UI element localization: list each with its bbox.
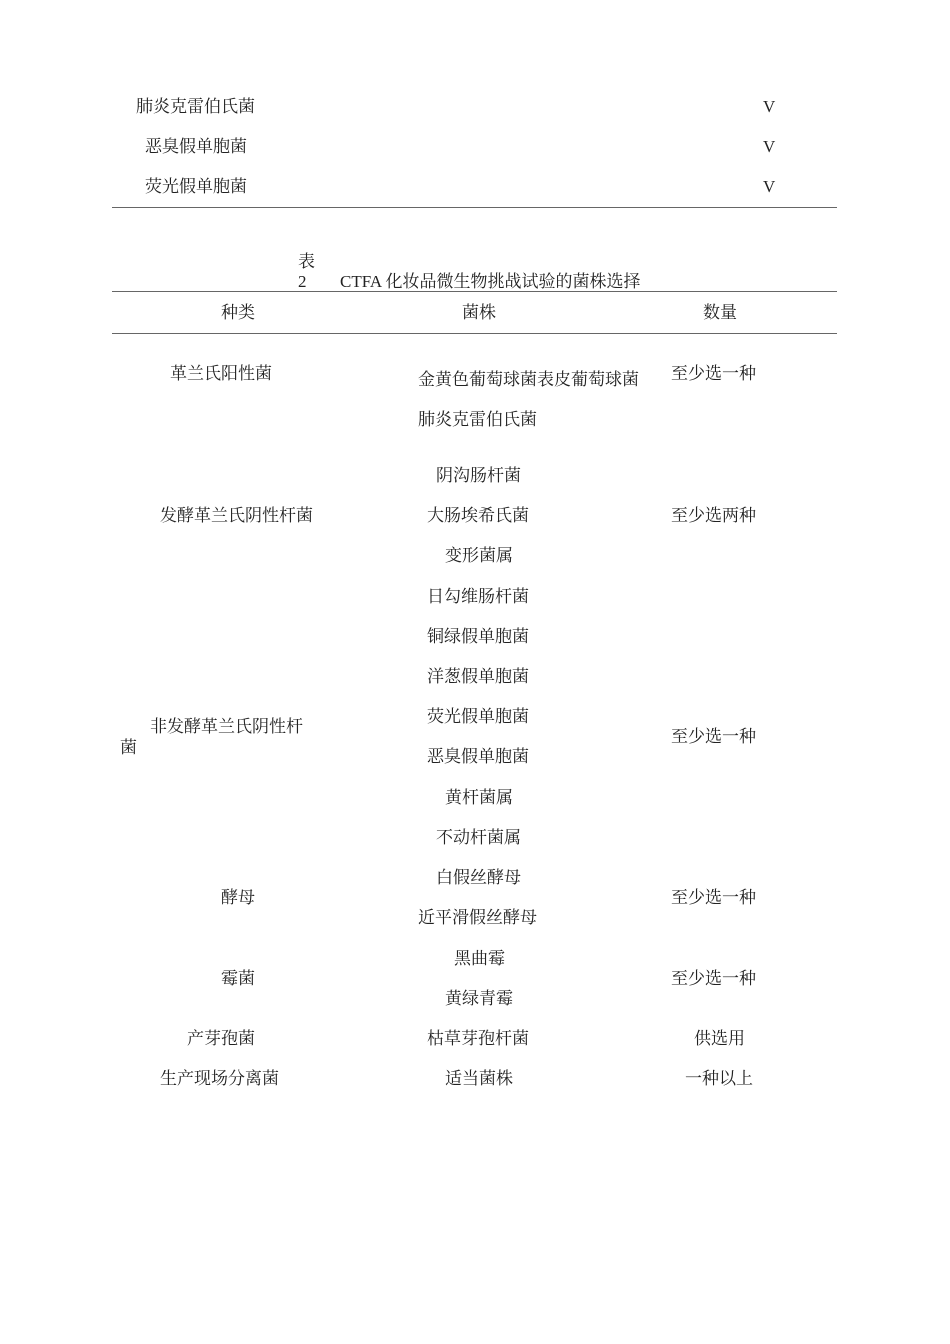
strain-cell: 适当菌株: [445, 1069, 513, 1089]
strain-cell: 荧光假单胞菌: [427, 707, 529, 727]
category-cell: 酵母: [221, 888, 255, 908]
category-cell: 霉菌: [221, 969, 255, 989]
quantity-cell: 至少选两种: [671, 506, 756, 526]
quantity-cell: 至少选一种: [671, 969, 756, 989]
strain-cell: 近平滑假丝酵母: [418, 908, 537, 928]
category-cell: 产芽孢菌: [187, 1029, 255, 1049]
strain-cell: 金黄色葡萄球菌表皮葡萄球菌: [418, 370, 639, 390]
strain-cell: 黄绿青霉: [445, 989, 513, 1009]
quantity-cell: 供选用: [694, 1029, 745, 1049]
quantity-cell: 至少选一种: [671, 727, 756, 747]
category-cell: 生产现场分离菌: [160, 1069, 279, 1089]
strain-cell: 大肠埃希氏菌: [427, 506, 529, 526]
quantity-cell: 至少选一种: [671, 888, 756, 908]
caption-number: 2: [298, 272, 307, 291]
category-cell-line2: 菌: [120, 738, 137, 758]
top-row-2-name: 恶臭假单胞菌: [145, 137, 247, 157]
header-quantity: 数量: [703, 303, 737, 323]
top-row-3-mark: V: [763, 177, 776, 196]
header-category: 种类: [221, 303, 255, 323]
caption-title: CTFA 化妆品微生物挑战试验的菌株选择: [340, 272, 641, 291]
top-row-1-mark: V: [763, 97, 776, 116]
top-table-bottom-rule: [112, 207, 837, 208]
top-row-3-name: 荧光假单胞菌: [145, 177, 247, 197]
strain-cell: 日勾维肠杆菌: [427, 587, 529, 607]
category-cell: 发酵革兰氏阴性杆菌: [160, 506, 313, 526]
strain-cell: 白假丝酵母: [436, 868, 521, 888]
quantity-cell: 至少选一种: [671, 364, 756, 384]
table2-header-rule: [112, 333, 837, 334]
table2-top-rule: [112, 291, 837, 292]
strain-cell: 枯草芽孢杆菌: [427, 1029, 529, 1049]
header-strain: 菌株: [462, 303, 496, 323]
strain-cell: 肺炎克雷伯氏菌: [418, 410, 537, 430]
category-cell-line1: 非发酵革兰氏阴性杆: [150, 717, 303, 737]
strain-cell: 洋葱假单胞菌: [427, 667, 529, 687]
strain-cell: 阴沟肠杆菌: [436, 466, 521, 486]
top-row-2-mark: V: [763, 137, 776, 156]
strain-cell: 不动杆菌属: [436, 828, 521, 848]
strain-cell: 变形菌属: [445, 546, 513, 566]
top-row-1-name: 肺炎克雷伯氏菌: [136, 97, 255, 117]
strain-cell: 恶臭假单胞菌: [427, 747, 529, 767]
caption-prefix: 表: [298, 252, 315, 272]
strain-cell: 铜绿假单胞菌: [427, 627, 529, 647]
strain-cell: 黄杆菌属: [445, 788, 513, 808]
strain-cell: 黑曲霉: [454, 949, 505, 969]
quantity-cell: 一种以上: [685, 1069, 753, 1089]
category-cell: 革兰氏阳性菌: [170, 364, 272, 384]
